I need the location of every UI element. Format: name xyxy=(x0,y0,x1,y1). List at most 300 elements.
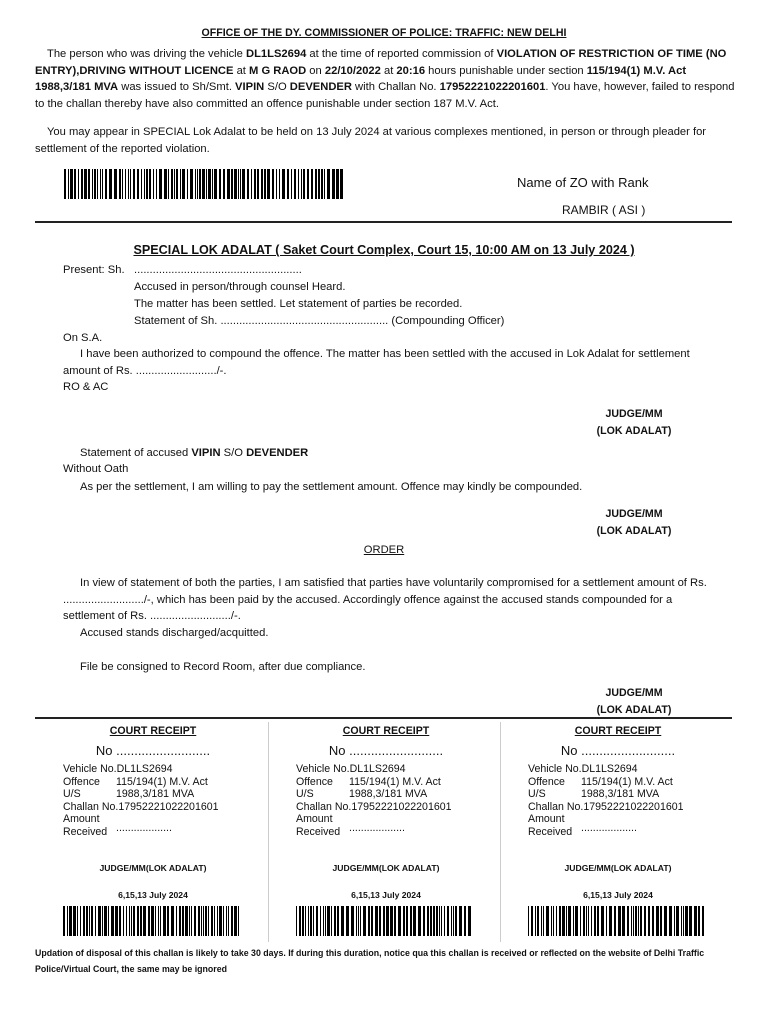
receipt-barcode xyxy=(296,906,476,936)
barcode-bar xyxy=(341,906,344,936)
accused-name: VIPIN xyxy=(191,447,221,459)
present-label: Present: Sh. xyxy=(63,264,125,276)
barcode-bar xyxy=(102,169,103,199)
authorized-text: I have been authorized to compound the offence. The matter has been settled with the accused in Lok Adalat for settlement amount of Rs. ........................../-. xyxy=(63,348,690,377)
barcode-bar xyxy=(287,169,289,199)
barcode-bar xyxy=(238,906,239,936)
receipt-date: 6,15,13 July 2024 xyxy=(118,889,188,900)
barcode-bar xyxy=(68,169,69,199)
challan-label: Challan No. xyxy=(63,800,119,813)
barcode-bar xyxy=(78,169,79,199)
barcode-bar xyxy=(433,906,435,936)
barcode-bar xyxy=(556,906,557,936)
barcode-bar xyxy=(164,169,167,199)
barcode-bar xyxy=(180,169,181,199)
barcode-bar xyxy=(633,906,634,936)
barcode-bar xyxy=(562,906,565,936)
barcode-bar xyxy=(231,906,233,936)
violation-location: M G RAOD xyxy=(249,64,307,77)
barcode-bar xyxy=(406,906,408,936)
barcode-bar xyxy=(104,906,107,936)
present-dots: ...................................................... xyxy=(134,264,302,276)
barcode-bar xyxy=(383,906,385,936)
judge-signature: JUDGE/MM xyxy=(605,408,663,420)
barcode-bar xyxy=(80,906,81,936)
divider xyxy=(35,717,732,719)
receipt-date: 6,15,13 July 2024 xyxy=(351,889,421,900)
barcode-bar xyxy=(648,906,650,936)
main-barcode xyxy=(64,169,349,199)
barcode-bar xyxy=(559,906,561,936)
barcode-bar xyxy=(126,906,127,936)
barcode-bar xyxy=(656,906,659,936)
barcode-bar xyxy=(609,906,612,936)
barcode-bar xyxy=(586,906,587,936)
barcode-bar xyxy=(676,906,679,936)
notice-text: . You have, however, failed to respond to the challan thereby have also committed an offence punishable under section 187 M.V. Act. xyxy=(35,81,735,110)
barcode-bar xyxy=(94,169,96,199)
challan-value: 17952221022201601 xyxy=(351,800,452,813)
us-value: 1988,3/181 MVA xyxy=(116,788,195,800)
father-name: DEVENDER xyxy=(246,447,309,459)
barcode-bar xyxy=(77,906,78,936)
barcode-bar xyxy=(156,169,157,199)
judge-designation: (LOK ADALAT) xyxy=(596,704,672,716)
barcode-bar xyxy=(310,906,312,936)
received-dots: ................... xyxy=(116,821,172,834)
order-text: In view of statement of both the parties, I am satisfied that parties have voluntarily compromised for a settlement amount of Rs. ........................../-, which has been paid by the accused. Accordingly offence against the accused stands compounded for a settlement of Rs. ........................../-. xyxy=(63,577,707,622)
notice-text: with Challan No. xyxy=(351,81,440,93)
barcode-bar xyxy=(108,906,109,936)
barcode-bar xyxy=(73,906,76,936)
barcode-bar xyxy=(403,906,405,936)
offence-value: 115/194(1) M.V. Act xyxy=(581,775,673,788)
barcode-bar xyxy=(143,906,146,936)
barcode-bar xyxy=(179,906,181,936)
barcode-bar xyxy=(81,169,83,199)
discharged-text: Accused stands discharged/acquitted. xyxy=(80,627,269,639)
offence-label: Offence xyxy=(296,775,333,788)
settled-line: The matter has been settled. Let statement of parties be recorded. xyxy=(134,298,463,310)
barcode-bar xyxy=(140,906,142,936)
barcode-bar xyxy=(148,906,150,936)
barcode-bar xyxy=(223,169,225,199)
receipt-judge: JUDGE/MM(LOK ADALAT) xyxy=(564,863,672,873)
barcode-bar xyxy=(64,169,66,199)
received-label: Received xyxy=(296,825,341,838)
received-dots: ................... xyxy=(349,821,405,834)
barcode-bar xyxy=(398,906,401,936)
judge-designation: (LOK ADALAT) xyxy=(596,425,672,437)
barcode-bar xyxy=(195,169,196,199)
barcode-bar xyxy=(296,906,297,936)
amount-label: Amount xyxy=(528,813,565,825)
vehicle-label: Vehicle No. xyxy=(296,763,350,775)
barcode-bar xyxy=(294,169,296,199)
barcode-bar xyxy=(594,906,596,936)
us-label: U/S xyxy=(63,788,81,800)
barcode-bar xyxy=(568,906,571,936)
barcode-bar xyxy=(606,906,607,936)
court-receipt xyxy=(296,725,516,901)
zo-name: RAMBIR ( ASI ) xyxy=(562,203,646,217)
barcode-bar xyxy=(238,169,239,199)
barcode-bar xyxy=(133,906,135,936)
barcode-bar xyxy=(247,169,249,199)
zo-label: Name of ZO with Rank xyxy=(517,175,649,190)
receipt-judge: JUDGE/MM(LOK ADALAT) xyxy=(332,863,440,873)
barcode-bar xyxy=(133,169,135,199)
receipt-date: 6,15,13 July 2024 xyxy=(583,889,653,900)
barcode-bar xyxy=(91,906,93,936)
barcode-bar xyxy=(702,906,704,936)
barcode-bar xyxy=(299,906,301,936)
barcode-bar xyxy=(325,906,326,936)
barcode-bar xyxy=(689,906,692,936)
barcode-bar xyxy=(190,169,193,199)
barcode-bar xyxy=(242,169,245,199)
barcode-bar xyxy=(219,906,222,936)
barcode-bar xyxy=(198,906,200,936)
barcode-bar xyxy=(468,906,471,936)
barcode-bar xyxy=(436,906,438,936)
received-dots: ................... xyxy=(581,821,637,834)
barcode-bar xyxy=(122,169,123,199)
barcode-bar xyxy=(386,906,389,936)
barcode-bar xyxy=(439,906,440,936)
barcode-bar xyxy=(214,169,217,199)
barcode-bar xyxy=(226,906,227,936)
barcode-bar xyxy=(234,169,237,199)
barcode-bar xyxy=(313,906,314,936)
violation-date: 22/10/2022 xyxy=(324,64,381,77)
barcode-bar xyxy=(212,169,213,199)
barcode-bar xyxy=(254,169,256,199)
barcode-bar xyxy=(363,906,366,936)
statement-text: S/O xyxy=(220,447,247,459)
barcode-bar xyxy=(371,906,373,936)
barcode-bar xyxy=(358,906,359,936)
barcode-bar xyxy=(119,906,121,936)
receipt-title: COURT RECEIPT xyxy=(574,725,662,737)
barcode-bar xyxy=(336,169,339,199)
barcode-bar xyxy=(305,906,306,936)
amount-label: Amount xyxy=(63,813,100,825)
barcode-bar xyxy=(614,906,616,936)
barcode-bar xyxy=(553,906,554,936)
barcode-bar xyxy=(182,169,185,199)
barcode-bar xyxy=(141,169,142,199)
barcode-bar xyxy=(119,169,121,199)
barcode-bar xyxy=(444,906,445,936)
barcode-bar xyxy=(115,906,118,936)
offence-value: 115/194(1) M.V. Act xyxy=(116,775,208,788)
barcode-bar xyxy=(231,169,233,199)
barcode-bar xyxy=(351,906,354,936)
barcode-bar xyxy=(176,169,178,199)
court-receipt xyxy=(528,725,748,901)
barcode-bar xyxy=(97,169,98,199)
barcode-bar xyxy=(267,169,270,199)
order-heading: ORDER xyxy=(363,544,405,556)
on-sa: On S.A. xyxy=(63,332,103,344)
barcode-bar xyxy=(334,906,336,936)
barcode-bar xyxy=(199,169,201,199)
barcode-bar xyxy=(302,906,304,936)
barcode-bar xyxy=(537,906,539,936)
barcode-bar xyxy=(111,906,114,936)
barcode-bar xyxy=(67,906,68,936)
barcode-bar xyxy=(131,906,132,936)
barcode-bar xyxy=(163,906,166,936)
barcode-bar xyxy=(206,169,207,199)
barcode-bar xyxy=(301,169,302,199)
judge-designation: (LOK ADALAT) xyxy=(596,525,672,537)
barcode-bar xyxy=(185,906,188,936)
offence-label: Offence xyxy=(528,775,565,788)
barcode-bar xyxy=(644,906,646,936)
barcode-bar xyxy=(174,169,175,199)
barcode-bar xyxy=(203,906,204,936)
barcode-bar xyxy=(410,906,412,936)
barcode-bar xyxy=(327,906,330,936)
barcode-bar xyxy=(575,906,578,936)
barcode-bar xyxy=(279,169,280,199)
barcode-bar xyxy=(251,169,252,199)
barcode-bar xyxy=(63,906,65,936)
barcode-bar xyxy=(321,169,323,199)
notice-text: at xyxy=(380,64,397,77)
barcode-bar xyxy=(674,906,675,936)
barcode-bar xyxy=(158,906,159,936)
notice-paragraph xyxy=(35,46,735,112)
barcode-bar xyxy=(360,906,361,936)
barcode-bar xyxy=(588,906,589,936)
us-value: 1988,3/181 MVA xyxy=(581,788,660,800)
barcode-bar xyxy=(146,169,148,199)
barcode-bar xyxy=(441,906,442,936)
barcode-bar xyxy=(591,906,592,936)
barcode-bar xyxy=(189,906,190,936)
vehicle-value: DL1LS2694 xyxy=(581,763,638,775)
barcode-bar xyxy=(681,906,682,936)
barcode-bar xyxy=(308,906,309,936)
us-value: 1988,3/181 MVA xyxy=(349,788,428,800)
without-oath: Without Oath xyxy=(63,463,129,475)
violation-type: VIOLATION OF RESTRICTION OF TIME (NO ENTRY),DRIVING WITHOUT LICENCE xyxy=(35,48,727,77)
barcode-bar xyxy=(291,169,292,199)
barcode-bar xyxy=(583,906,585,936)
barcode-bar xyxy=(84,169,87,199)
receipt-number: No .......................... xyxy=(328,742,444,758)
barcode-bar xyxy=(694,906,697,936)
receipt-barcode xyxy=(63,906,243,936)
barcode-bar xyxy=(541,906,542,936)
receipt-title: COURT RECEIPT xyxy=(342,725,430,737)
barcode-bar xyxy=(346,906,349,936)
barcode-bar xyxy=(86,906,88,936)
vehicle-label: Vehicle No. xyxy=(63,763,117,775)
office-header: OFFICE OF THE DY. COMMISSIONER OF POLICE: TRAFFIC: NEW DELHI xyxy=(201,27,567,39)
receipt-judge: JUDGE/MM(LOK ADALAT) xyxy=(99,863,207,873)
barcode-bar xyxy=(89,906,90,936)
barcode-bar xyxy=(413,906,416,936)
barcode-bar xyxy=(464,906,466,936)
barcode-bar xyxy=(228,906,229,936)
barcode-bar xyxy=(660,906,662,936)
notice-text: at xyxy=(233,64,250,77)
notice-text: The person who was driving the vehicle xyxy=(47,48,246,60)
barcode-bar xyxy=(390,906,393,936)
challan-value: 17952221022201601 xyxy=(583,800,684,813)
barcode-bar xyxy=(109,169,112,199)
barcode-bar xyxy=(102,906,103,936)
receipt-number: No .......................... xyxy=(560,742,676,758)
barcode-bar xyxy=(159,169,162,199)
barcode-bar xyxy=(307,169,309,199)
barcode-bar xyxy=(379,906,381,936)
barcode-bar xyxy=(153,169,154,199)
vehicle-value: DL1LS2694 xyxy=(116,763,173,775)
barcode-bar xyxy=(211,906,213,936)
barcode-bar xyxy=(197,169,198,199)
barcode-bar xyxy=(261,169,263,199)
barcode-bar xyxy=(327,169,330,199)
barcode-bar xyxy=(318,169,320,199)
barcode-bar xyxy=(535,906,536,936)
barcode-bar xyxy=(640,906,642,936)
barcode-bar xyxy=(128,169,129,199)
statement-text: Statement of accused xyxy=(80,447,192,459)
barcode-bar xyxy=(151,906,154,936)
challan-number: 17952221022201601 xyxy=(439,81,546,93)
barcode-bar xyxy=(202,169,205,199)
vehicle-number: DL1LS2694 xyxy=(246,48,307,60)
barcode-bar xyxy=(92,169,93,199)
barcode-bar xyxy=(315,169,317,199)
footer-note: Updation of disposal of this challan is likely to take 30 days. If during this duration, notice qua this challan is received or reflected on the website of Delhi Traffic Police/Virtual Court, the same may be ignored xyxy=(35,948,705,974)
barcode-bar xyxy=(311,169,313,199)
barcode-bar xyxy=(573,906,574,936)
barcode-bar xyxy=(123,906,124,936)
barcode-bar xyxy=(531,906,533,936)
barcode-bar xyxy=(187,169,188,199)
barcode-bar xyxy=(88,169,90,199)
barcode-bar xyxy=(272,169,274,199)
us-label: U/S xyxy=(528,788,546,800)
barcode-bar xyxy=(201,906,202,936)
barcode-bar xyxy=(234,906,237,936)
barcode-bar xyxy=(368,906,370,936)
barcode-bar xyxy=(340,169,343,199)
barcode-bar xyxy=(194,906,196,936)
barcode-bar xyxy=(455,906,457,936)
barcode-bar xyxy=(316,906,318,936)
barcode-bar xyxy=(208,169,211,199)
barcode-bar xyxy=(219,169,221,199)
settlement-text: As per the settlement, I am willing to pay the settlement amount. Offence may kindly be compounded. xyxy=(80,481,583,493)
notice-text: hours punishable under section xyxy=(425,64,587,77)
barcode-bar xyxy=(323,906,324,936)
receipt-title: COURT RECEIPT xyxy=(109,725,197,737)
barcode-bar xyxy=(394,906,396,936)
receipt-number: No .......................... xyxy=(95,742,211,758)
barcode-bar xyxy=(227,169,230,199)
barcode-bar xyxy=(627,906,629,936)
barcode-bar xyxy=(551,906,552,936)
barcode-bar xyxy=(205,906,207,936)
divider xyxy=(35,221,732,223)
barcode-bar xyxy=(324,169,325,199)
heard-line: Accused in person/through counsel Heard. xyxy=(134,281,346,293)
judge-signature: JUDGE/MM xyxy=(605,687,663,699)
barcode-bar xyxy=(375,906,378,936)
barcode-bar xyxy=(125,169,126,199)
ro-ac: RO & AC xyxy=(63,381,109,393)
barcode-bar xyxy=(601,906,604,936)
barcode-bar xyxy=(622,906,625,936)
barcode-bar xyxy=(427,906,429,936)
violation-section: 115/194(1) M.V. Act 1988,3/181 MVA xyxy=(35,64,687,93)
barcode-bar xyxy=(447,906,449,936)
barcode-bar xyxy=(618,906,621,936)
barcode-bar xyxy=(423,906,425,936)
barcode-bar xyxy=(453,906,454,936)
barcode-bar xyxy=(631,906,632,936)
notice-text: at the time of reported commission of xyxy=(306,48,497,60)
barcode-bar xyxy=(264,169,266,199)
barcode-bar xyxy=(638,906,639,936)
barcode-bar xyxy=(130,169,131,199)
barcode-bar xyxy=(137,169,139,199)
amount-label: Amount xyxy=(296,813,333,825)
barcode-bar xyxy=(331,906,332,936)
barcode-bar xyxy=(129,906,130,936)
statement-line: Statement of Sh. ...................................................... (Compounding Officer) xyxy=(134,315,505,327)
vehicle-label: Vehicle No. xyxy=(528,763,582,775)
barcode-bar xyxy=(580,906,581,936)
barcode-bar xyxy=(683,906,684,936)
notice-text: was issued to Sh/Smt. xyxy=(118,81,236,93)
barcode-bar xyxy=(160,906,161,936)
barcode-bar xyxy=(240,169,241,199)
barcode-bar xyxy=(451,906,452,936)
lok-adalat-title: SPECIAL LOK ADALAT ( Saket Court Complex, Court 15, 10:00 AM on 13 July 2024 ) xyxy=(133,243,635,257)
barcode-bar xyxy=(356,906,357,936)
vehicle-value: DL1LS2694 xyxy=(349,763,406,775)
violation-time: 20:16 xyxy=(396,64,426,77)
challan-label: Challan No. xyxy=(528,800,584,813)
barcode-bar xyxy=(105,169,107,199)
barcode-bar xyxy=(83,906,85,936)
barcode-bar xyxy=(332,169,335,199)
barcode-bar xyxy=(669,906,672,936)
barcode-bar xyxy=(566,906,567,936)
barcode-bar xyxy=(100,169,101,199)
barcode-bar xyxy=(597,906,599,936)
barcode-bar xyxy=(144,169,145,199)
barcode-bar xyxy=(182,906,184,936)
barcode-bar xyxy=(459,906,462,936)
barcode-bar xyxy=(95,906,96,936)
barcode-bar xyxy=(137,906,139,936)
challan-label: Challan No. xyxy=(296,800,352,813)
father-name: DEVENDER xyxy=(289,81,352,93)
challan-value: 17952221022201601 xyxy=(118,800,219,813)
barcode-bar xyxy=(208,906,209,936)
barcode-bar xyxy=(276,169,277,199)
barcode-bar xyxy=(635,906,637,936)
